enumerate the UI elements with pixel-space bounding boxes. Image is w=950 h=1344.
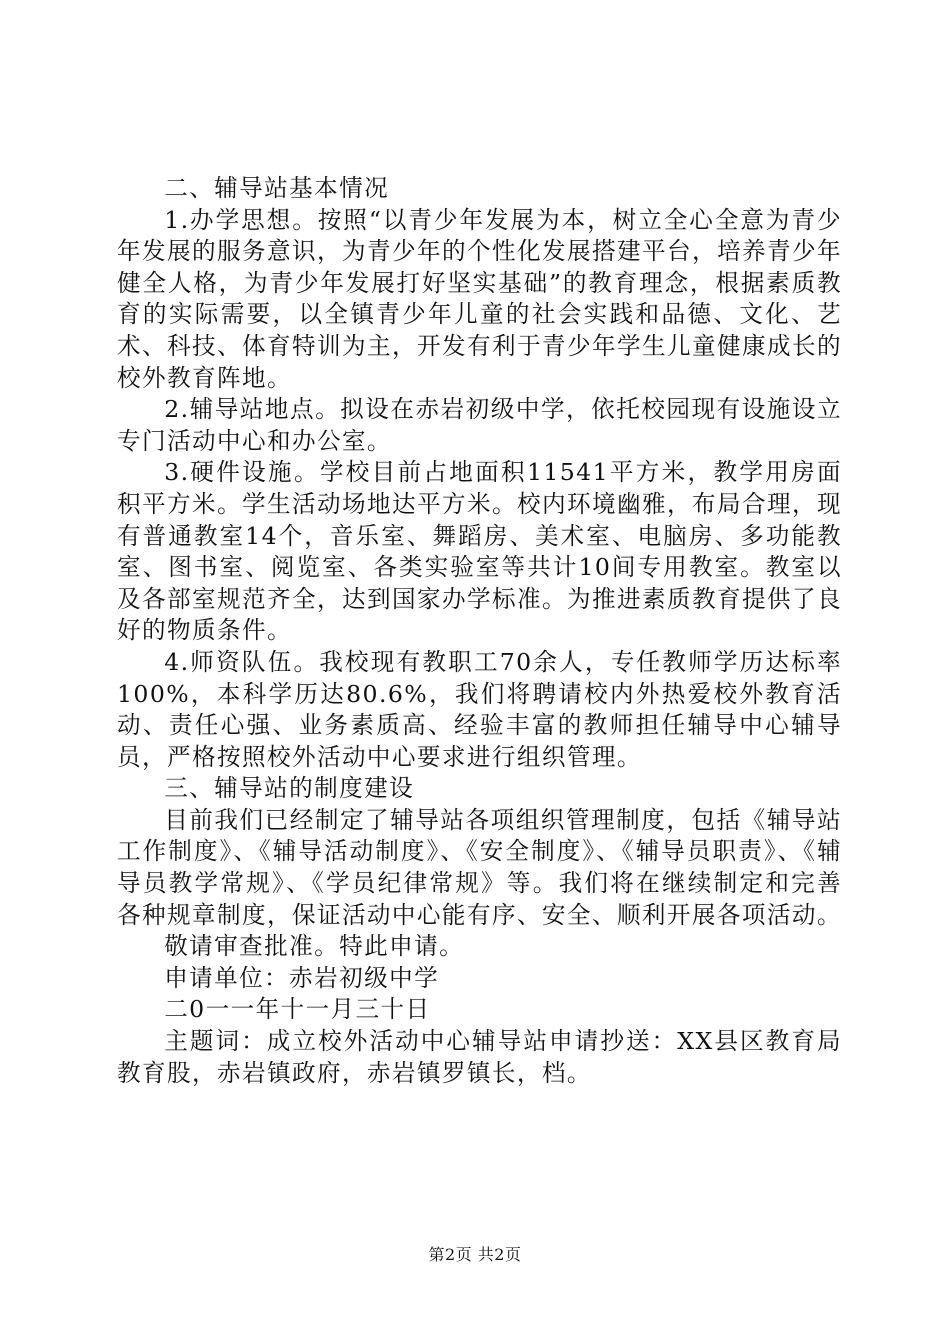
paragraph-facilities: 3.硬件设施。学校目前占地面积11541平方米，教学用房面积平方米。学生活动场地达平方米。校内环境幽雅，布局合理，现有普通教室14个，音乐室、舞蹈房、美术室、电脑房、多功能教室、图书室、阅览室、各类实验室等共计10间专用教室。教室以及各部室规范齐全，达到国家办学标准。为推进素质教育提供了良好的物质条件。 [117,458,842,645]
paragraph-date: 二0一一年十一月三十日 [164,995,431,1024]
section-heading-basic-info: 二、辅导站基本情况 [164,174,390,202]
paragraph-request: 敬请审查批准。特此申请。 [164,932,465,961]
page-number: 第2页 共2页 [428,1245,522,1264]
paragraph-philosophy: 1.办学思想。按照“以青少年发展为本，树立全心全意为青少年发展的服务意识，为青少年的个性化发展搭建平台，培养青少年健全人格，为青少年发展打好坚实基础”的教育理念，根据素质教育的实际需要，以全镇青少年儿童的社会实践和品德、文化、艺术、科技、体育特训为主，开发有利于青少年学生儿童健康成长的校外教育阵地。 [117,205,842,392]
section-heading-system: 三、辅导站的制度建设 [164,774,415,803]
paragraph-location: 2.辅导站地点。拟设在赤岩初级中学，依托校园现有设施设立专门活动中心和办公室。 [117,395,842,455]
paragraph-system: 目前我们已经制定了辅导站各项组织管理制度，包括《辅导站工作制度》、《辅导活动制度》、《安全制度》、《辅导员职责》、《辅导员教学常规》、《学员纪律常规》等。我们将在继续制定和完善各种规章制度，保证活动中心能有序、安全、顺利开展各项活动。 [117,805,842,929]
paragraph-applicant: 申请单位：赤岩初级中学 [164,963,440,992]
paragraph-subject-words: 主题词：成立校外活动中心辅导站申请抄送：XX县区教育局教育股，赤岩镇政府，赤岩镇罗镇长，档。 [117,1027,842,1087]
document-body [117,173,842,1089]
paragraph-teachers: 4.师资队伍。我校现有教职工70余人，专任教师学历达标率100%，本科学历达80.6%，我们将聘请校内外热爱校外教育活动、责任心强、业务素质高、经验丰富的教师担任辅导中心辅导员，严格按照校外活动中心要求进行组织管理。 [117,647,842,771]
page-footer [0,1245,950,1265]
